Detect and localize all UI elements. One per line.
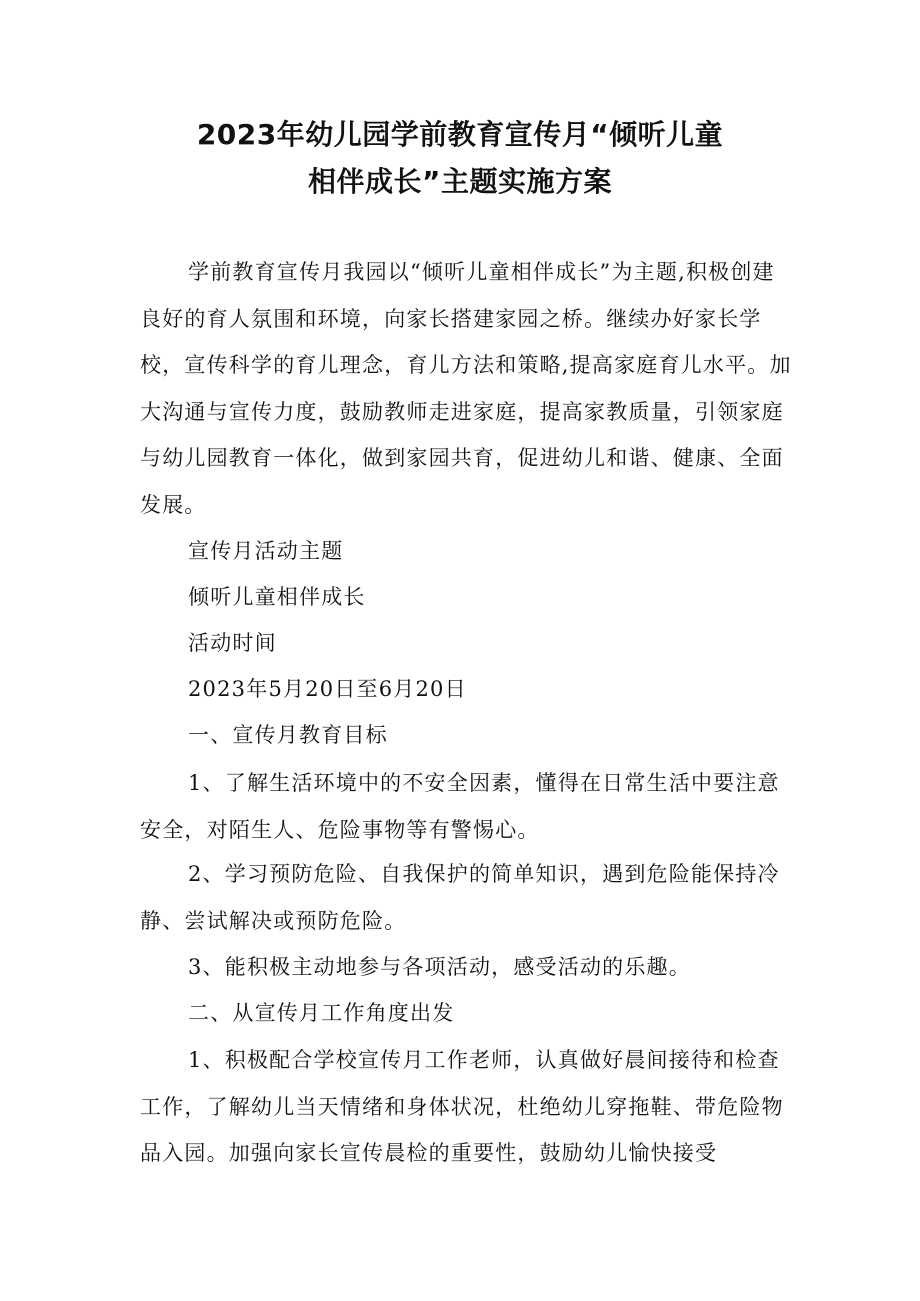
time-value: 2023年5月20日至6月20日	[188, 677, 467, 701]
theme-heading: 宣传月活动主题	[188, 539, 344, 563]
goal-2-paragraph: 2、学习预防危险、自我保护的简单知识，遇到危险能保持冷静、尝试解决或预防危险。	[140, 862, 780, 933]
time-heading: 活动时间	[188, 631, 277, 655]
section-2-heading: 二、从宣传月工作角度出发	[188, 1001, 455, 1025]
theme-value: 倾听儿童相伴成长	[188, 585, 366, 609]
goal-1-paragraph: 1、了解生活环境中的不安全因素，懂得在日常生活中要注意安全，对陌生人、危险事物等有警惕心。	[140, 771, 780, 842]
work-1-paragraph: 1、积极配合学校宣传月工作老师，认真做好晨间接待和检查工作，了解幼儿当天情绪和身体状况，杜绝幼儿穿拖鞋、带危险物品入园。加强向家长宣传晨检的重要性，鼓励幼儿愉快接受	[140, 1048, 784, 1165]
section-1-heading: 一、宣传月教育目标	[188, 723, 388, 747]
document-title-line-2: 相伴成长”主题实施方案	[308, 165, 612, 198]
goal-3-paragraph: 3、能积极主动地参与各项活动，感受活动的乐趣。	[188, 955, 691, 979]
intro-paragraph: 学前教育宣传月我园以“倾听儿童相伴成长”为主题,积极创建良好的育人氛围和环境，向家长搭建家园之桥。继续办好家长学校，宣传科学的育儿理念，育儿方法和策略,提高家庭育儿水平。加大沟通与宣传力度，鼓励教师走进家庭，提高家教质量，引领家庭与幼儿园教育一体化，做到家园共育，促进幼儿和谐、健康、全面发展。	[140, 260, 792, 517]
document-title-line-1: 2023年幼儿园学前教育宣传月“倾听儿童	[196, 118, 724, 151]
